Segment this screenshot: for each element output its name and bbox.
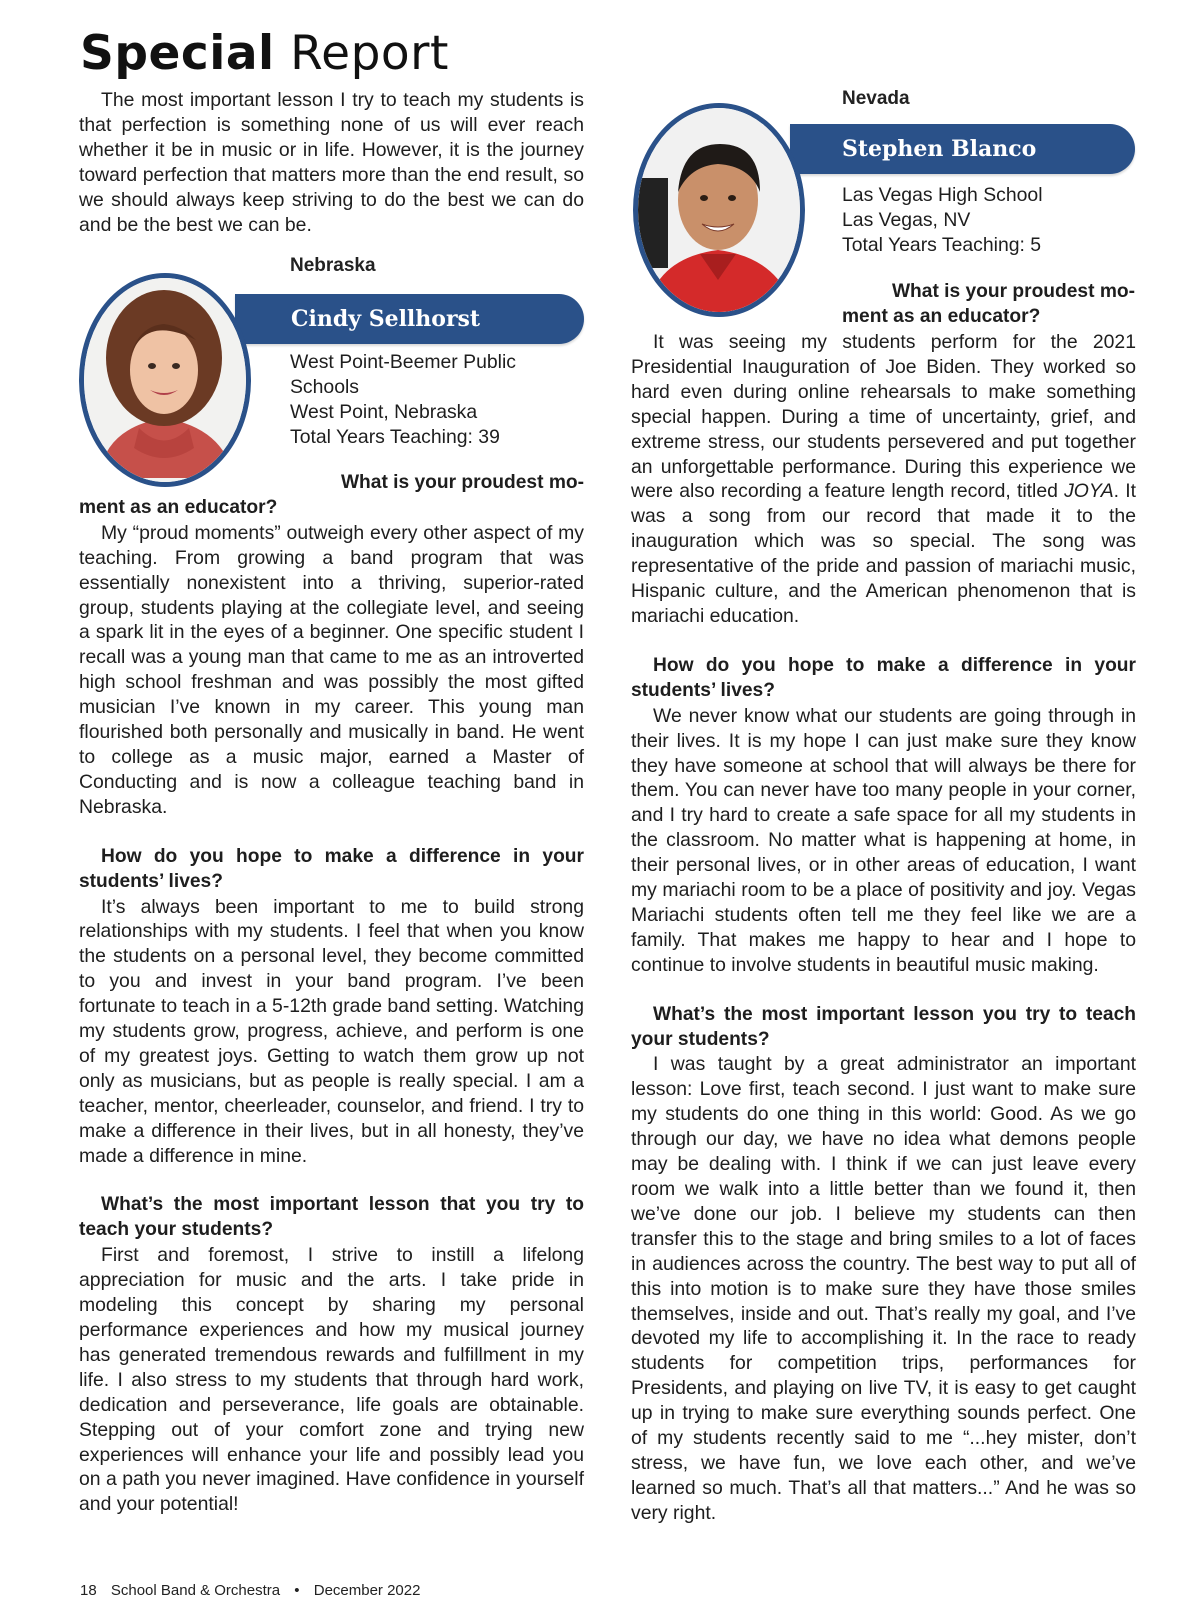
issue-date: December 2022: [313, 1582, 421, 1599]
state-label-nebraska: Nebraska: [290, 255, 376, 276]
name-banner-cindy: Cindy Sellhorst: [235, 294, 584, 344]
question-line-2: ment as an educator?: [842, 305, 1041, 327]
page-title-light: Report: [290, 26, 449, 81]
portrait-cindy-image: [84, 278, 246, 482]
answer-important-lesson: First and foremost, I strive to instill a lifelong appreciation for music and the arts. I take pride in modeling this concept by sharing my personal performance experiences and how my musical journey has generated tremendous rewards and fulfillment in my life. I also stress to my students that through hard work, dedication and perseverance, life goals are obtainable. Stepping out of your comfort zone and trying new experiences will enhance your life and possibly lead you on a path you never imagined. Have confidence in yourself and your potential!: [79, 1244, 584, 1516]
years-teaching: Total Years Teaching: 5: [842, 233, 1042, 256]
question-important-lesson-right: What’s the most important lesson you try to teach your students?: [631, 1003, 1136, 1050]
school-name-cont: Schools: [290, 375, 359, 398]
question-proudest-moment-right: [842, 280, 1135, 330]
portrait-cindy-sellhorst: [79, 273, 251, 487]
question-proudest-moment: What is your proudest mo-: [340, 472, 584, 493]
profile-info-cindy: [290, 350, 516, 450]
portrait-stephen-blanco: [633, 103, 805, 317]
question-make-difference-right: How do you hope to make a difference in your students’ lives?: [631, 654, 1136, 701]
profile-info-stephen: [842, 183, 1043, 258]
school-city: Las Vegas, NV: [842, 208, 971, 231]
years-teaching: Total Years Teaching: 39: [290, 425, 500, 448]
footer-separator: •: [294, 1582, 300, 1599]
answer-text-part2: . It was a song from our record that made it to the inauguration which was so special. The song was representative of the pride and passion of mariachi music, Hispanic culture, and the American phenomenon that is mariachi education.: [631, 480, 1136, 627]
school-name: West Point-Beemer Public: [290, 351, 516, 373]
record-title: JOYA: [1064, 480, 1114, 503]
answer-text-part1: It was seeing my students perform for the 2021 Presidential Inauguration of Joe Biden. They worked so hard even during online rehearsals to make something special happen. During a time of uncertainty, grief, and extreme stress, our students persevered and put together an unforgettable performance. During this experience we were also recording a feature length record, titled: [631, 331, 1136, 503]
name-banner-stephen: Stephen Blanco: [790, 124, 1135, 174]
page-footer: [80, 1582, 430, 1599]
left-qa-block: [79, 471, 584, 1517]
question-important-lesson: What’s the most important lesson that you try to teach your students?: [79, 1194, 584, 1241]
page-number: 18: [80, 1582, 97, 1599]
school-city: West Point, Nebraska: [290, 400, 478, 423]
question-line-1: What is your proudest mo-: [891, 281, 1135, 302]
page-title: [80, 26, 449, 81]
right-qa-block: [631, 330, 1136, 1526]
question-make-difference: How do you hope to make a difference in your students’ lives?: [79, 845, 584, 892]
answer-make-difference-right: We never know what our students are going through in their lives. It is my hope I can just make sure they know they have someone at school that will always be there for them. You can never have too many people in your corner, and I try hard to create a safe space for all my students in the classroom. No matter what is happening at home, in their personal lives, or in other areas of education, I want my mariachi room to be a place of positivity and joy. Vegas Mariachi students often tell me they feel like we are a family. That makes me happy to hear and I hope to continue to involve students in beautiful music making.: [631, 704, 1136, 976]
school-name: Las Vegas High School: [842, 184, 1043, 206]
page-title-bold: Special: [80, 26, 275, 81]
answer-proudest-moment: My “proud moments” outweigh every other aspect of my teaching. From growing a band program that was essentially nonexistent into a thriving, superior-rated group, students playing at the collegiate level, and seeing a spark lit in the eyes of a beginner. One specific student I recall was a young man that came to me as an introverted high school freshman and was possibly the most gifted musician I’ve known in my career. This young man flourished both personally and musically in band. He went to college as a music major, earned a Master of Conducting and is now a colleague teaching band in Nebraska.: [79, 521, 584, 818]
answer-make-difference: It’s always been important to me to build strong relationships with my students. I feel that when you know the students on a personal level, they become committed to you and invest in your band program. I’ve been fortunate to teach in a 5-12th grade band setting. Watching my students grow, progress, achieve, and perform is one of my greatest joys. Getting to watch them grow up not only as musicians, but as people is really special. I am a teacher, mentor, cheerleader, counselor, and friend. I try to make a difference in their lives, but in all honesty, they’ve made a difference in mine.: [79, 895, 584, 1167]
state-label-nevada: Nevada: [842, 88, 910, 109]
publication-name: School Band & Orchestra: [110, 1582, 281, 1599]
answer-proudest-moment-right: [631, 330, 1136, 629]
intro-paragraph: The most important lesson I try to teach my students is that perfection is something none of us will ever reach whether it be in music or in life. However, it is the journey toward perfection that matters more than the end result, so we should always keep striving to do the best we can do and be the best we can be.: [79, 89, 584, 236]
question-proudest-moment-cont: ment as an educator?: [79, 496, 278, 518]
answer-important-lesson-right: I was taught by a great administrator an important lesson: Love first, teach second. I just want to make sure my students do one thing in this world: Good. As we go through our day, we have no idea what demons people may be dealing with. I think if we can just leave every room we walk into a little better than we found it, then we’ve done our job. I believe my students can then transfer this to the stage and bring smiles to a lot of faces in audiences across the country. The best way to put all of this into motion is to make sure they have those smiles themselves, inside and out. That’s really my goal, and I’ve devoted my life to accomplishing it. In the race to ready students for competition trips, performances for Presidents, and playing on live TV, it is easy to get caught up in trying to make sure everything sounds perfect. One of my students recently said to me “...hey mister, don’t stress, we have fun, we love each other, and we’ve learned so much. That’s all that matters...” And he was so very right.: [631, 1053, 1136, 1524]
portrait-stephen-image: [638, 108, 800, 312]
